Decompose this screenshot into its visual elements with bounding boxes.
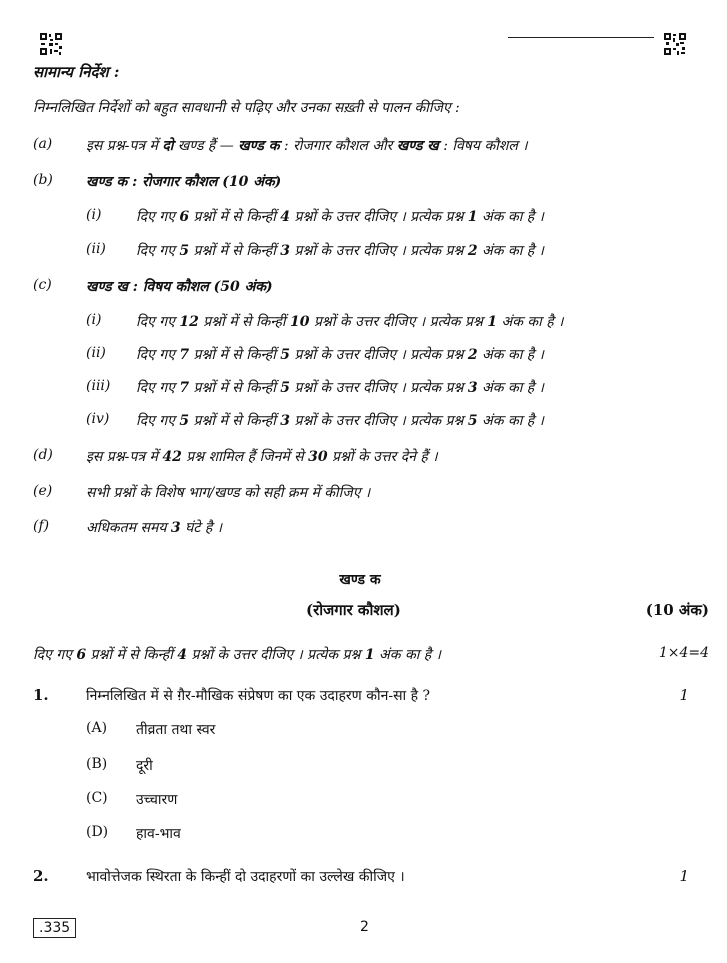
paper-code: .335 — [33, 918, 76, 938]
qr-code-icon — [664, 33, 686, 55]
instruction-d: इस प्रश्न-पत्र में 42 प्रश्न शामिल हैं जिनमें से 30 प्रश्नों के उत्तर देने हैं । — [86, 449, 438, 465]
question-number: 2. — [33, 867, 49, 885]
sub-instruction: दिए गए 7 प्रश्नों में से किन्हीं 5 प्रश्नों के उत्तर दीजिए । प्रत्येक प्रश्न 3 अंक का है । — [136, 380, 544, 396]
option-text: दूरी — [136, 758, 153, 774]
option-label: (D) — [86, 824, 109, 840]
option-label: (C) — [86, 790, 108, 806]
general-instructions-title: सामान्य निर्देश : — [33, 63, 120, 81]
sub-instruction-label: (ii) — [86, 241, 106, 257]
question-text: भावोत्तेजक स्थिरता के किन्हीं दो उदाहरणों का उल्लेख कीजिए । — [86, 869, 405, 885]
sub-instruction-label: (iv) — [86, 411, 110, 427]
option-text: तीव्रता तथा स्वर — [136, 722, 216, 738]
instruction-label: (c) — [33, 277, 52, 293]
option-label: (A) — [86, 720, 108, 736]
section-instruction-marks: 1×4=4 — [658, 645, 709, 661]
name-line — [508, 37, 654, 38]
sub-instruction-label: (i) — [86, 312, 102, 328]
instruction-b-title: खण्ड क : रोजगार कौशल (10 अंक) — [86, 174, 282, 190]
instruction-label: (b) — [33, 172, 53, 188]
sub-instruction: दिए गए 7 प्रश्नों में से किन्हीं 5 प्रश्नों के उत्तर दीजिए । प्रत्येक प्रश्न 2 अंक का है । — [136, 347, 544, 363]
section-title: खण्ड क — [339, 572, 381, 588]
question-marks: 1 — [679, 867, 689, 885]
sub-instruction-label: (i) — [86, 207, 102, 223]
question-marks: 1 — [679, 686, 689, 704]
instruction-label: (a) — [33, 136, 53, 152]
question-number: 1. — [33, 686, 49, 704]
instruction-f: अधिकतम समय 3 घंटे है । — [86, 520, 223, 536]
section-subtitle: (रोजगार कौशल) — [306, 601, 401, 619]
option-label: (B) — [86, 756, 108, 772]
instruction-a: इस प्रश्न-पत्र में दो खण्ड हैं — खण्ड क : रोजगार कौशल और खण्ड ख : विषय कौशल । — [86, 138, 528, 154]
instruction-label: (f) — [33, 518, 50, 534]
sub-instruction-label: (iii) — [86, 378, 111, 394]
page-number: 2 — [360, 919, 369, 935]
general-instructions-subtitle: निम्नलिखित निर्देशों को बहुत सावधानी से पढ़िए और उनका सख़्ती से पालन कीजिए : — [33, 100, 460, 116]
qr-code-icon — [40, 33, 62, 55]
sub-instruction: दिए गए 6 प्रश्नों में से किन्हीं 4 प्रश्नों के उत्तर दीजिए । प्रत्येक प्रश्न 1 अंक का है । — [136, 209, 544, 225]
sub-instruction-label: (ii) — [86, 345, 106, 361]
option-text: हाव-भाव — [136, 826, 181, 842]
sub-instruction: दिए गए 5 प्रश्नों में से किन्हीं 3 प्रश्नों के उत्तर दीजिए । प्रत्येक प्रश्न 2 अंक का है । — [136, 243, 544, 259]
question-text: निम्नलिखित में से ग़ैर-मौखिक संप्रेषण का एक उदाहरण कौन-सा है ? — [86, 688, 431, 704]
section-instruction: दिए गए 6 प्रश्नों में से किन्हीं 4 प्रश्नों के उत्तर दीजिए । प्रत्येक प्रश्न 1 अंक का है । — [33, 647, 441, 663]
instruction-label: (e) — [33, 483, 53, 499]
sub-instruction: दिए गए 5 प्रश्नों में से किन्हीं 3 प्रश्नों के उत्तर दीजिए । प्रत्येक प्रश्न 5 अंक का है । — [136, 413, 544, 429]
instruction-e: सभी प्रश्नों के विशेष भाग/खण्ड को सही क्रम में कीजिए । — [86, 485, 371, 501]
sub-instruction: दिए गए 12 प्रश्नों में से किन्हीं 10 प्रश्नों के उत्तर दीजिए । प्रत्येक प्रश्न 1 अंक का है । — [136, 314, 564, 330]
section-marks: (10 अंक) — [645, 601, 709, 619]
instruction-label: (d) — [33, 447, 53, 463]
option-text: उच्चारण — [136, 792, 178, 808]
instruction-c-title: खण्ड ख : विषय कौशल (50 अंक) — [86, 279, 273, 295]
